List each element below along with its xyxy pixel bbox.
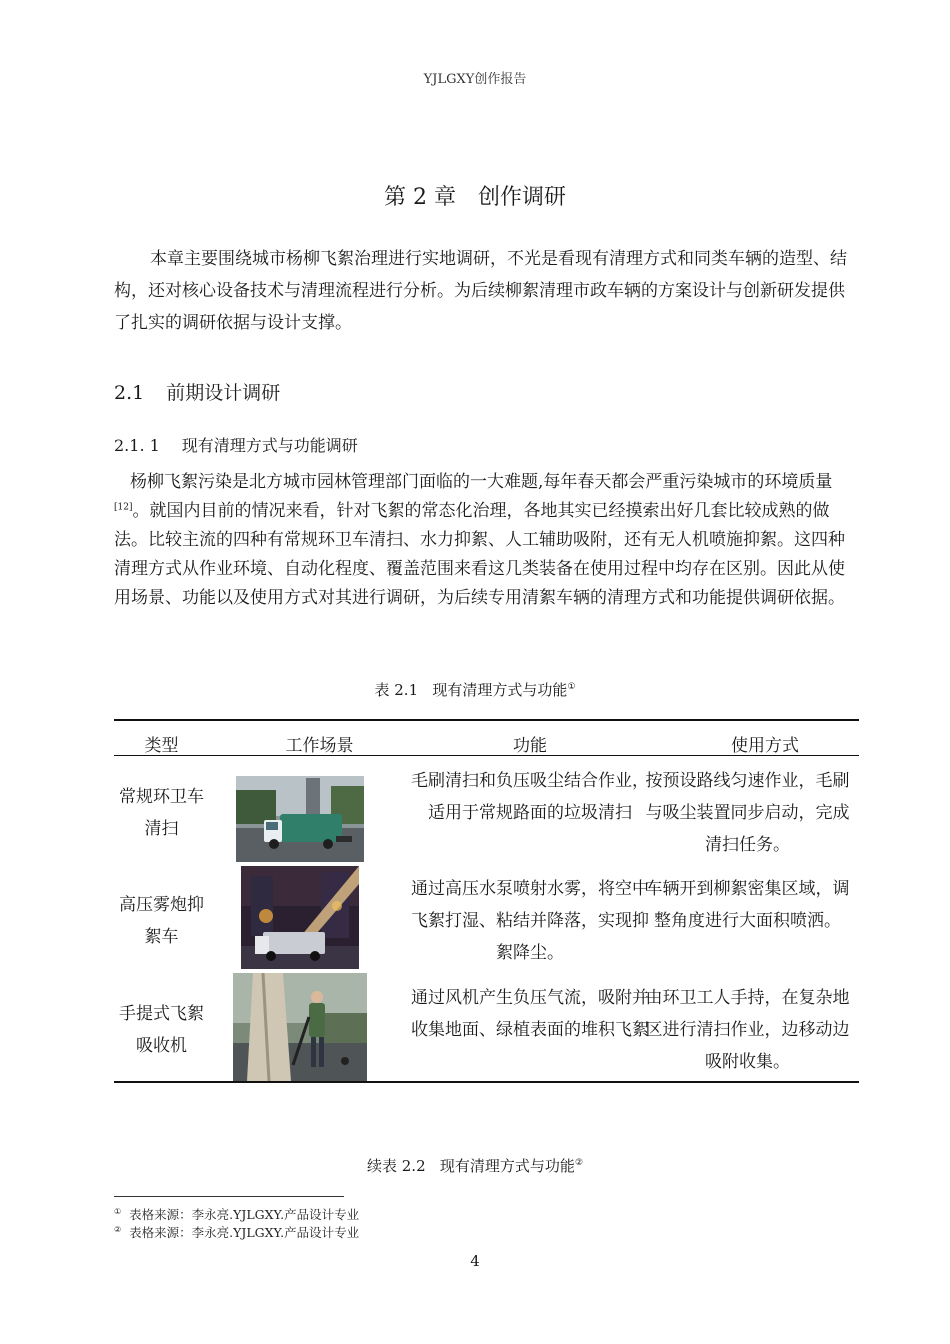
footnote-2-text: 表格来源：李永亮.YJLGXY.产品设计专业 [129,1225,360,1240]
page-header: YJLGXY创作报告 [423,72,527,87]
subsection-heading [114,433,358,456]
footnote-1-text: 表格来源：李永亮.YJLGXY.产品设计专业 [129,1207,360,1222]
footnote-2-mark: ② [114,1224,122,1234]
table-row-2-function: 通过高压水泵喷射水雾，将空中飞絮打湿、粘结并降落，实现抑絮降尘。 [411,879,649,963]
table-row-1-type: 常规环卫车清扫 [119,787,204,839]
table-bottom-rule [114,1081,859,1083]
table-header-function: 功能 [513,736,547,756]
continued-table-number: 续表 2.2 [366,1157,426,1175]
footnote-mark[interactable]: ② [574,1158,584,1168]
section-title: 前期设计调研 [166,382,281,404]
table-row-1-function: 毛刷清扫和负压吸尘结合作业，适用于常规路面的垃圾清扫 [411,771,649,823]
handheld-collector-photo [233,973,367,1081]
table-header-usage: 使用方式 [731,736,799,756]
mist-cannon-illustration [241,866,359,969]
body-paragraph [114,468,859,613]
table-caption [0,679,950,700]
subsection-number: 2.1. 1 [114,436,160,455]
chapter-name: 创作调研 [477,185,566,210]
street-sweeper-photo [236,776,364,862]
section-heading [114,378,280,405]
table-row-1-usage: 按预设路线匀速作业，毛刷与吸尘装置同步启动，完成清扫任务。 [645,771,850,855]
table-row-2-usage: 车辆开到柳絮密集区域，调整角度进行大面积喷洒。 [645,879,850,931]
table-row-2-type: 高压雾炮抑絮车 [119,895,204,947]
section-number: 2.1 [114,382,145,404]
chapter-number: 第 2 章 [384,185,456,210]
mist-cannon-truck-photo [241,866,359,969]
citation-ref[interactable]: [12] [114,502,133,513]
footnote-2 [114,1223,359,1241]
footnote-mark[interactable]: ① [567,682,576,692]
table-row-3-usage: 由环卫工人手持，在复杂地区进行清扫作业，边移动边吸附收集。 [645,988,850,1072]
table-caption-title: 现有清理方式与功能 [432,681,568,699]
footnote-1 [114,1205,359,1223]
handheld-collector-illustration [233,973,367,1081]
table-row-3-type: 手提式飞絮吸收机 [119,1004,204,1056]
chapter-title [0,180,950,211]
body-text-part2: 。就国内目前的情况来看，针对飞絮的常态化治理，各地其实已经摸索出好几套比较成熟的做法。比较主流的四种有常规环卫车清扫、水力抑絮、人工辅助吸附，还有无人机喷施抑絮。这四种清理方式从作业环境、自动化程度、覆盖范围来看这几类装备在使用过程中均存在区别。因此从使用场景、功能以及使用方式对其进行调研，为后续专用清絮车辆的清理方式和功能提供调研依据。 [114,501,845,608]
continued-table-caption [0,1155,950,1176]
footnote-separator [114,1196,344,1197]
footnote-1-mark: ① [114,1206,122,1216]
street-sweeper-illustration [236,776,364,862]
page-number: 4 [470,1252,480,1270]
subsection-title: 现有清理方式与功能调研 [181,436,358,455]
table-caption-number: 表 2.1 [374,681,419,699]
table-top-rule [114,719,859,721]
table-row-3-function: 通过风机产生负压气流，吸附并收集地面、绿植表面的堆积飞絮 [411,988,649,1040]
intro-paragraph: 本章主要围绕城市杨柳飞絮治理进行实地调研，不光是看现有清理方式和同类车辆的造型、结构，还对核心设备技术与清理流程进行分析。为后续柳絮清理市政车辆的方案设计与创新研发提供了扎实的调研依据与设计支撑。 [114,249,847,333]
table-header-type: 类型 [144,736,179,756]
table-header-scene: 工作场景 [285,736,354,756]
continued-table-title: 现有清理方式与功能 [439,1157,575,1175]
body-text-part1: 杨柳飞絮污染是北方城市园林管理部门面临的一大难题,每年春天都会严重污染城市的环境质量 [130,472,833,492]
